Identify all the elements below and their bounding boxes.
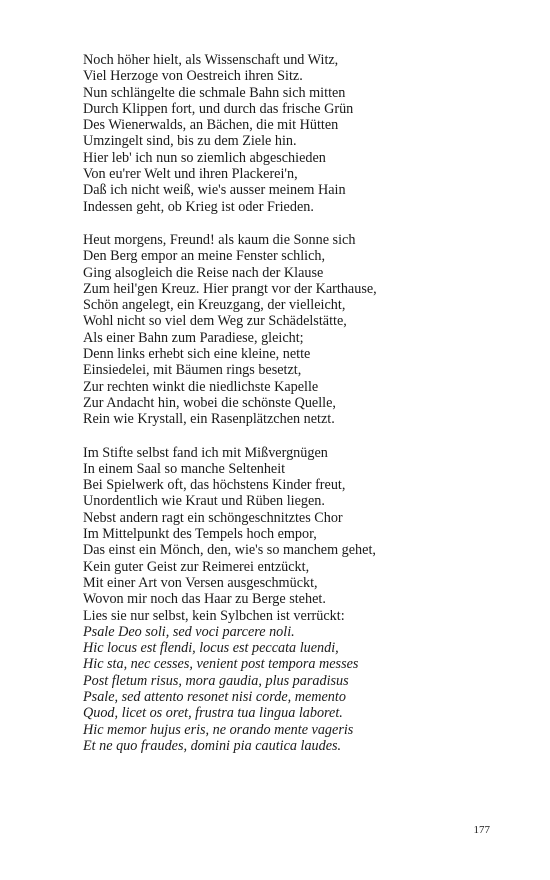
verse-line: Noch höher hielt, als Wissenschaft und Witz, [83,52,339,68]
verse-line: Den Berg empor an meine Fenster schlich, [83,248,326,265]
verse-line: Das einst ein Mönch, den, wie's so manchem gehet, [83,542,376,559]
verse-line: Zur Andacht hin, wobei die schönste Quelle, [83,394,336,411]
verse-line: Wovon mir noch das Haar zu Berge stehet. [83,591,326,608]
verse-line: Mit einer Art von Versen ausgeschmückt, [83,574,318,591]
verse-line: Nebst andern ragt ein schöngeschnitztes Chor [83,509,343,526]
latin-verse-line: Hic locus est flendi, locus est peccata luendi, [83,640,339,657]
latin-verse-line: Psale, sed attento resonet nisi corde, memento [83,688,346,705]
verse-line: Unordentlich wie Kraut und Rüben liegen. [83,493,325,510]
latin-verse-line: Post fletum risus, mora gaudia, plus paradisus [83,672,349,689]
verse-line: Kein guter Geist zur Reimerei entzückt, [83,558,310,575]
verse-line: Zum heil'gen Kreuz. Hier prangt vor der Karthause, [83,280,377,297]
verse-line: In einem Saal so manche Seltenheit [83,460,286,477]
verse-line: Daß ich nicht weiß, wie's ausser meinem Hain [83,182,346,199]
verse-line: Lies sie nur selbst, kein Sylbchen ist verrückt: [83,607,345,624]
latin-verse-line: Et ne quo fraudes, domini pia cautica laudes. [83,737,342,754]
page-number: 177 [473,824,490,836]
stanza-2 [83,232,523,428]
latin-verse-line: Hic memor hujus eris, ne orando mente vageris [83,721,354,738]
verse-line: Ging alsogleich die Reise nach der Klause [83,264,324,281]
verse-line: Einsiedelei, mit Bäumen rings besetzt, [83,362,302,379]
latin-verse-line: Quod, licet os oret, frustra tua lingua laboret. [83,705,343,722]
stanza-3 [83,445,523,755]
verse-line: Im Mittelpunkt des Tempels hoch empor, [83,526,317,543]
verse-line: Heut morgens, Freund! als kaum die Sonne sich [83,231,356,248]
verse-line: Rein wie Krystall, ein Rasenplätzchen netzt. [83,411,335,428]
stanza-1 [83,52,523,215]
verse-line: Im Stifte selbst fand ich mit Mißvergnügen [83,444,328,461]
verse-line: Bei Spielwerk oft, das höchstens Kinder freut, [83,477,346,494]
verse-line: Viel Herzoge von Oestreich ihren Sitz. [83,68,303,85]
verse-line: Hier leb' ich nun so ziemlich abgeschieden [83,149,326,166]
verse-line: Zur rechten winkt die niedlichste Kapelle [83,378,319,395]
verse-line: Indessen geht, ob Krieg ist oder Frieden. [83,198,314,215]
latin-verse-line: Hic sta, nec cesses, venient post tempora messes [83,656,359,673]
verse-line: Durch Klippen fort, und durch das frische Grün [83,100,354,117]
verse-line: Denn links erhebt sich eine kleine, nette [83,346,311,363]
verse-line: Umzingelt sind, bis zu dem Ziele hin. [83,133,297,150]
verse-line: Von eu'rer Welt und ihren Plackerei'n, [83,166,298,183]
latin-verse-line: Psale Deo soli, sed voci parcere noli. [83,623,295,640]
verse-line: Als einer Bahn zum Paradiese, gleicht; [83,329,304,346]
verse-line: Wohl nicht so viel dem Weg zur Schädelstätte, [83,313,347,330]
poem-text [83,52,523,771]
verse-line: Nun schlängelte die schmale Bahn sich mitten [83,84,346,101]
verse-line: Des Wienerwalds, an Bächen, die mit Hütten [83,117,339,134]
verse-line: Schön angelegt, ein Kreuzgang, der vielleicht, [83,297,346,314]
